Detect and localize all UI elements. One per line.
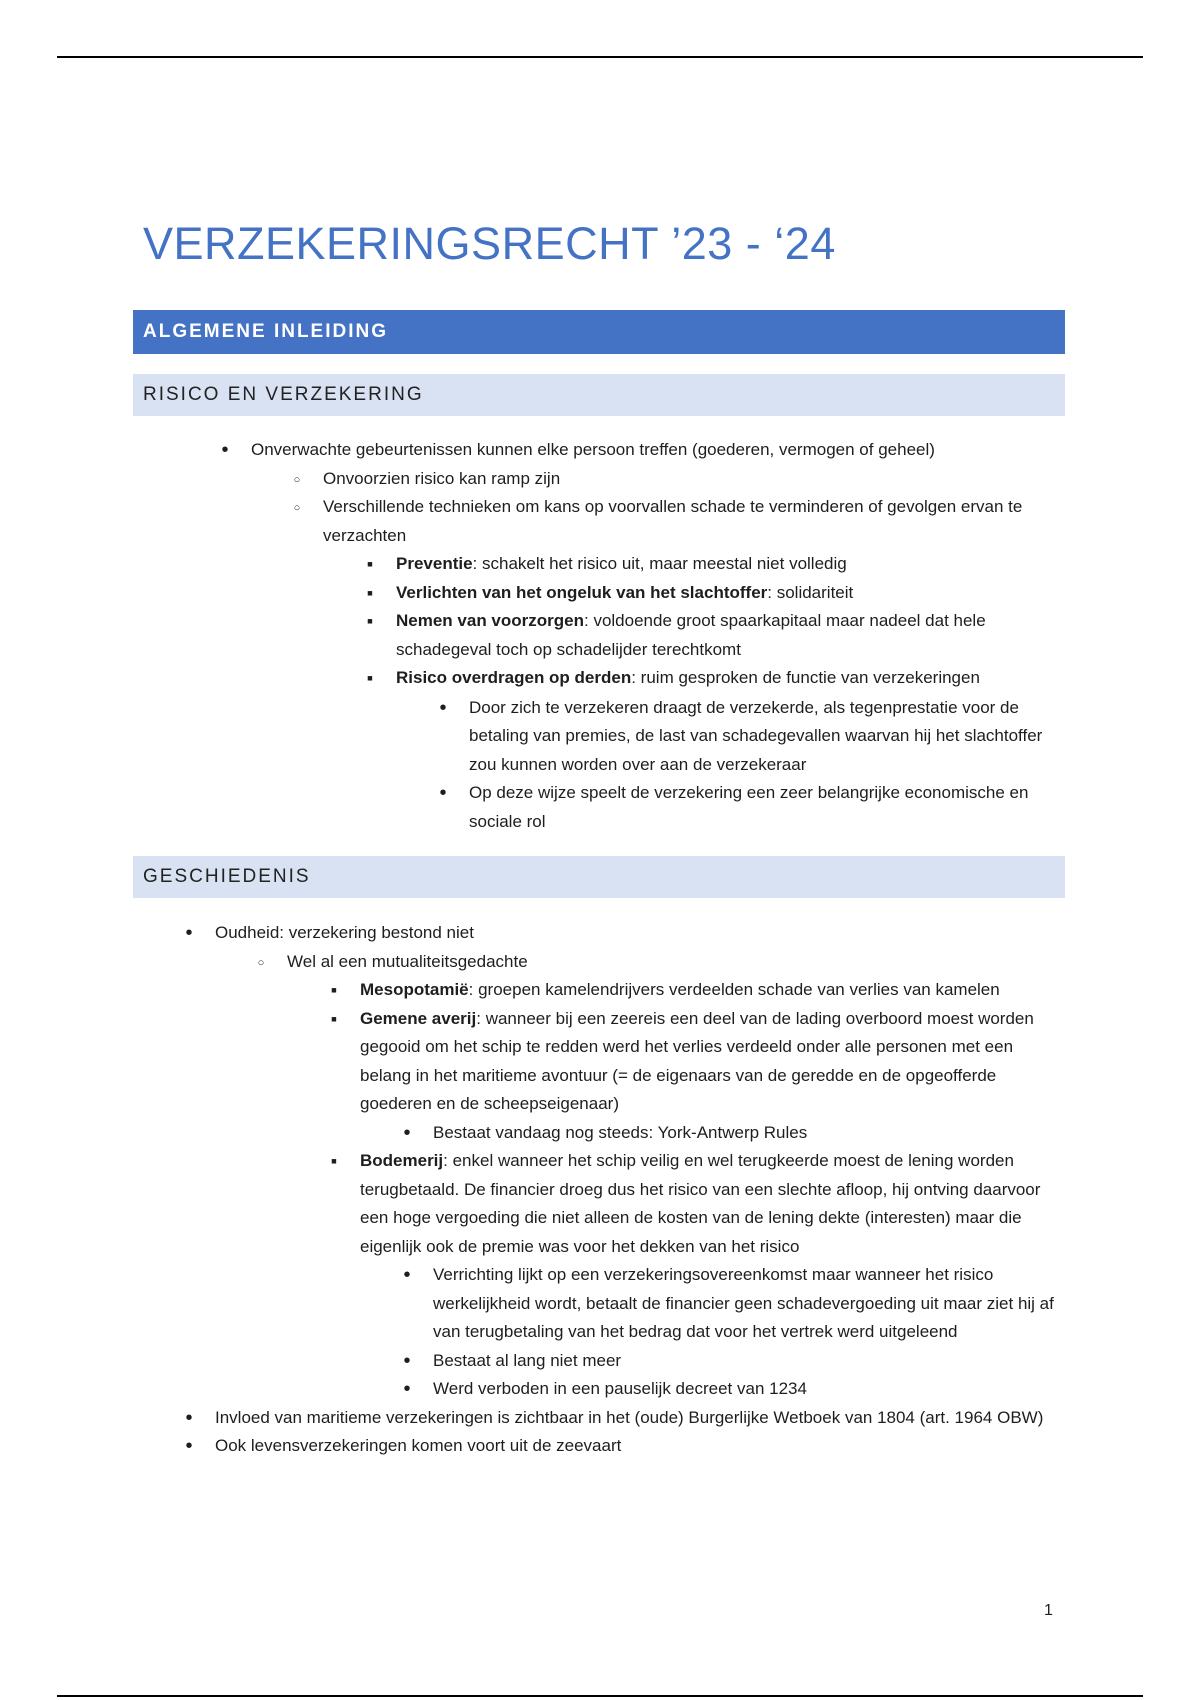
bullet-square bbox=[324, 976, 344, 1007]
bullet-disc bbox=[179, 1432, 199, 1463]
list-item: • Bestaat vandaag nog steeds: York-Antwerp Rules bbox=[433, 1119, 1063, 1148]
bullet-disc bbox=[397, 1119, 417, 1150]
list-item: ○ Wel al een mutualiteitsgedachte bbox=[287, 948, 1047, 977]
heading-algemene-inleiding: ALGEMENE INLEIDING bbox=[133, 310, 1065, 354]
list-item: • Door zich te verzekeren draagt de verzekerde, als tegenprestatie voor de betaling van premies, de last van schadegevallen waarvan hij het slachtoffer zou kunnen worden over aan de verzekeraar bbox=[469, 694, 1054, 780]
bullet-square bbox=[360, 579, 380, 610]
list-item: • Oudheid: verzekering bestond niet bbox=[215, 919, 1045, 948]
bullet-square bbox=[324, 1005, 344, 1036]
list-item: ▪ Bodemerij: enkel wanneer het schip veilig en wel terugkeerde moest de lening worden terugbetaald. De financier droeg dus het risico van een slechte afloop, hij ontving daarvoor een hoge vergoeding die niet alleen de kosten van de lening dekte (interesten) maar die eigenlijk ook de premie was voor het dekken van het risico bbox=[360, 1147, 1065, 1261]
document-title: VERZEKERINGSRECHT ’23 - ‘24 bbox=[143, 218, 836, 269]
list-item: • Verrichting lijkt op een verzekeringsovereenkomst maar wanneer het risico werkelijkheid wordt, betaalt de financier geen schadevergoeding uit maar ziet hij af van terugbetaling van het bedrag dat voor het vertrek werd uitgeleend bbox=[433, 1261, 1063, 1347]
list-item: ▪ Risico overdragen op derden: ruim gesproken de functie van verzekeringen bbox=[396, 664, 1046, 693]
top-rule bbox=[57, 56, 1143, 58]
risico-list bbox=[0, 436, 1054, 836]
list-item: ▪ Gemene averij: wanneer bij een zeereis een deel van de lading overboord moest worden gegooid om het schip te redden werd het verlies verdeeld onder alle personen met een belang in het maritieme avontuur (= de eigenaars van de geredde en de opgeofferde goederen en de scheepseigenaar) bbox=[360, 1005, 1065, 1119]
list-item: ○ Onvoorzien risico kan ramp zijn bbox=[323, 465, 1043, 494]
bullet-disc bbox=[215, 436, 235, 467]
list-item: • Werd verboden in een pauselijk decreet van 1234 bbox=[433, 1375, 1063, 1404]
bottom-rule bbox=[57, 1695, 1143, 1697]
geschiedenis-list bbox=[0, 919, 1065, 1461]
bullet-square bbox=[360, 664, 380, 695]
bullet-disc bbox=[397, 1347, 417, 1378]
bullet-circle bbox=[287, 493, 307, 523]
page-number: 1 bbox=[1044, 1602, 1053, 1619]
bullet-circle bbox=[251, 948, 271, 978]
bullet-disc bbox=[433, 694, 453, 725]
bullet-square bbox=[324, 1147, 344, 1178]
bullet-square bbox=[360, 607, 380, 638]
bullet-disc bbox=[397, 1375, 417, 1406]
list-item: ▪ Preventie: schakelt het risico uit, maar meestal niet volledig bbox=[396, 550, 1046, 579]
bullet-disc bbox=[433, 779, 453, 810]
list-item: • Onverwachte gebeurtenissen kunnen elke persoon treffen (goederen, vermogen of geheel) bbox=[251, 436, 1031, 465]
list-item: ▪ Verlichten van het ongeluk van het slachtoffer: solidariteit bbox=[396, 579, 1046, 608]
bullet-square bbox=[360, 550, 380, 581]
bullet-disc bbox=[179, 1404, 199, 1435]
bullet-disc bbox=[179, 919, 199, 950]
heading-risico-en-verzekering: RISICO EN VERZEKERING bbox=[133, 374, 1065, 416]
list-item: ▪ Nemen van voorzorgen: voldoende groot spaarkapitaal maar nadeel dat hele schadegeval toch op schadelijder terechtkomt bbox=[396, 607, 1046, 664]
list-item: • Bestaat al lang niet meer bbox=[433, 1347, 1063, 1376]
list-item: • Ook levensverzekeringen komen voort uit de zeevaart bbox=[215, 1432, 1045, 1461]
list-item: • Invloed van maritieme verzekeringen is zichtbaar in het (oude) Burgerlijke Wetboek van 1804 (art. 1964 OBW) bbox=[215, 1404, 1045, 1433]
heading-geschiedenis: GESCHIEDENIS bbox=[133, 856, 1065, 898]
bullet-circle bbox=[287, 465, 307, 495]
bullet-disc bbox=[397, 1261, 417, 1292]
list-item: ▪ Mesopotamië: groepen kamelendrijvers verdeelden schade van verlies van kamelen bbox=[360, 976, 1065, 1005]
list-item: ○ Verschillende technieken om kans op voorvallen schade te verminderen of gevolgen ervan te verzachten bbox=[323, 493, 1043, 550]
list-item: • Op deze wijze speelt de verzekering een zeer belangrijke economische en sociale rol bbox=[469, 779, 1054, 836]
